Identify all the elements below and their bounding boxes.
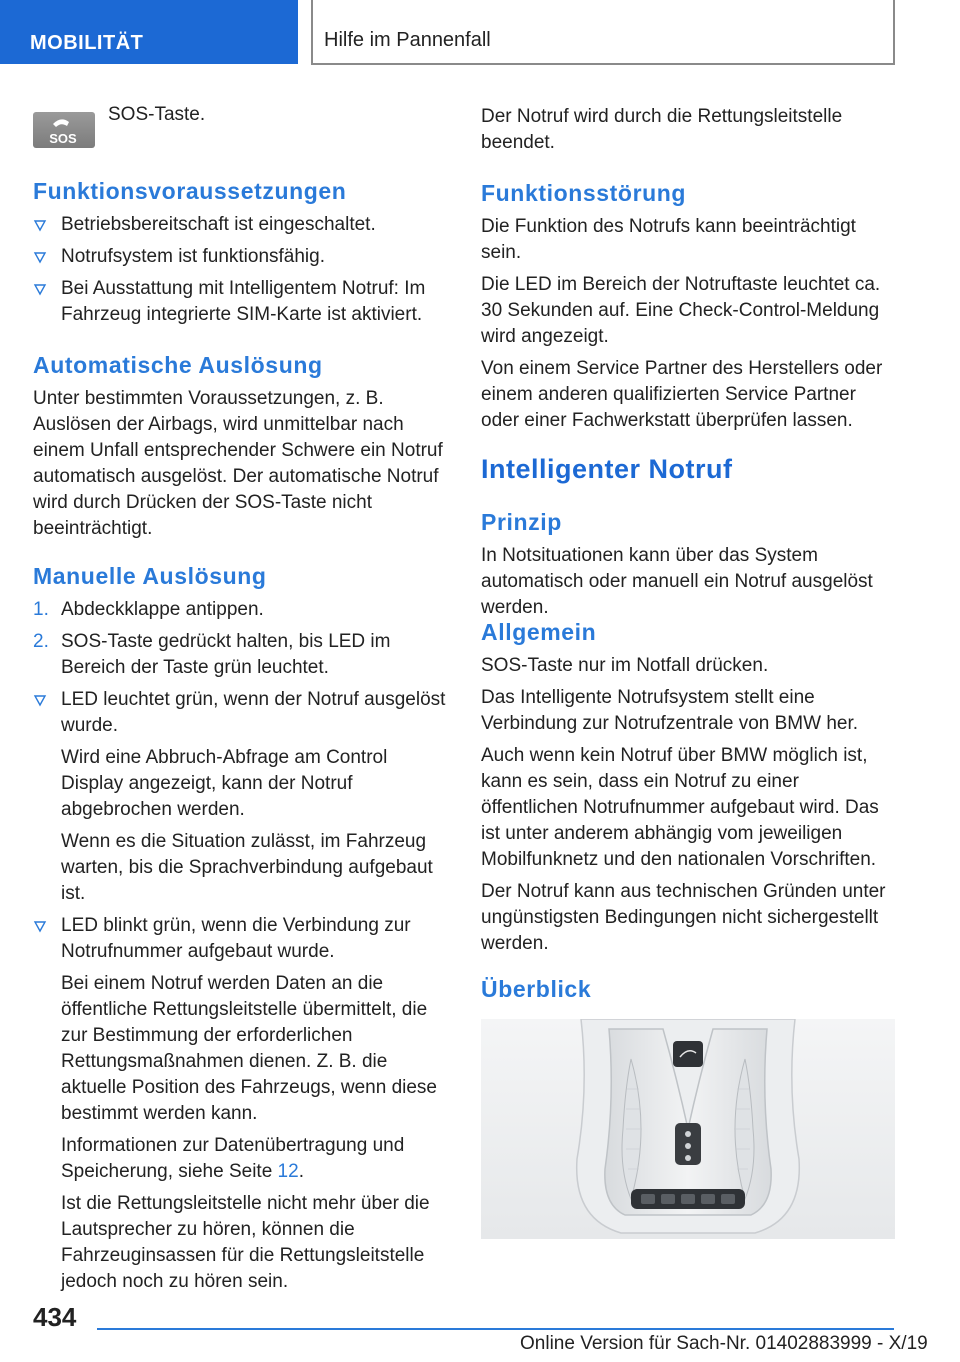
triangle-bullet-icon [33, 919, 47, 933]
list-item-text: Bei Ausstattung mit Intelligentem Notruf: Im Fahrzeug integrierte SIM-Karte ist aktiviert. [61, 278, 426, 325]
heading-allgemein: Allgemein [481, 619, 597, 645]
requirements-list-block [33, 212, 448, 334]
step-item [33, 597, 448, 623]
heading-prinzip: Prinzip [481, 509, 562, 535]
section-tab [0, 0, 298, 64]
page-reference-link[interactable]: 12 [277, 1161, 299, 1182]
list-item-text: Betriebsbereitschaft ist eingeschaltet. [61, 214, 376, 235]
paragraph: Die LED im Bereich der Notruftaste leuchtet ca. 30 Sekunden auf. Eine Check-Control-Meldung wird angezeigt. [481, 274, 881, 347]
list-item-subtext [61, 1133, 448, 1185]
list-item-text: Notrufsystem ist funktionsfähig. [61, 246, 325, 267]
list-item [33, 913, 448, 1295]
list-item-text: LED leuchtet grün, wenn der Notruf ausgelöst wurde. [61, 689, 446, 736]
automatische-text: Unter bestimmten Voraussetzungen, z. B. Auslösen der Airbags, wird unmittelbar nach einem Unfall entsprechender Schwere ein Notruf automatisch ausgelöst. Der automatische Notruf wird durch Drücken der SOS-Taste nicht beeinträchtigt. [33, 388, 443, 539]
reference-suffix: . [298, 1161, 304, 1182]
step-text: Abdeckklappe antippen. [61, 599, 264, 620]
heading-automatische-ausloesung: Automatische Auslösung [33, 352, 323, 378]
list-item [33, 687, 448, 907]
paragraph: Von einem Service Partner des Herstellers oder einem anderen qualifizierten Service Partner oder einer Fachwerkstatt überprüfen lassen. [481, 358, 883, 431]
roof-console-image [481, 1019, 895, 1239]
heading-manuelle-ausloesung: Manuelle Auslösung [33, 563, 267, 589]
paragraph: Auch wenn kein Notruf über BMW möglich ist, kann es sein, dass ein Notruf zu einer öffentlichen Notrufnummer aufgebaut wird. Das ist unter anderem abhängig vom jeweiligen Mobilfunknetz und den nationalen Vorschriften. [481, 745, 879, 870]
header-divider-right [893, 0, 895, 64]
header-divider-left [311, 0, 313, 64]
steps-list [33, 597, 448, 681]
list-item-subtext: Wird eine Abbruch-Abfrage am Control Display angezeigt, kann der Notruf abgebrochen werden. [61, 747, 388, 820]
footer-rule [97, 1328, 894, 1330]
list-item-subtext: Ist die Rettungsleitstelle nicht mehr über die Lautsprecher zu hören, können die Fahrzeuginsassen für die Rettungsleitstelle jedoch noch zu hören sein. [61, 1193, 430, 1292]
page-number: 434 [33, 1302, 77, 1332]
notruf-end-text: Der Notruf wird durch die Rettungsleitstelle beendet. [481, 106, 843, 153]
paragraph: Das Intelligente Notrufsystem stellt eine Verbindung zur Notrufzentrale von BMW her. [481, 687, 859, 734]
sos-icon-label: SOS [49, 131, 77, 146]
allgemein-block [481, 653, 899, 963]
list-item-subtext: Bei einem Notruf werden Daten an die öffentliche Rettungsleitstelle übermittelt, die zur Bestimmung der erforderlichen Rettungsmaßnahmen dienen. Z. B. die aktuelle Position des Fahrzeugs, wenn diese bestimmt werden kann. [61, 973, 438, 1124]
triangle-bullet-icon [33, 282, 47, 296]
step-number: 2. [33, 631, 49, 652]
led-status-list [33, 687, 448, 1295]
page-title: Hilfe im Pannenfall [324, 29, 491, 51]
list-item-subtext: Wenn es die Situation zulässt, im Fahrzeug warten, bis die Sprachverbindung aufgebaut ist. [61, 831, 433, 904]
stoerung-block [481, 214, 891, 440]
heading-intelligenter-notruf: Intelligenter Notruf [481, 454, 733, 484]
paragraph: SOS-Taste nur im Notfall drücken. [481, 655, 769, 676]
reference-text: Informationen zur Datenübertragung und Speicherung, siehe Seite [61, 1135, 405, 1182]
requirements-list [33, 212, 448, 328]
sos-button-icon [33, 112, 95, 148]
step-text: SOS-Taste gedrückt halten, bis LED im Bereich der Taste grün leuchtet. [61, 631, 391, 678]
triangle-bullet-icon [33, 693, 47, 707]
header-underline [311, 63, 895, 65]
list-item-text: LED blinkt grün, wenn die Verbindung zur Notrufnummer aufgebaut wurde. [61, 915, 411, 962]
triangle-bullet-icon [33, 218, 47, 232]
heading-ueberblick: Überblick [481, 976, 592, 1002]
paragraph: Der Notruf kann aus technischen Gründen unter ungünstigsten Bedingungen nicht sichergestellt werden. [481, 881, 886, 954]
heading-funktionsstoerung: Funktionsstörung [481, 180, 687, 206]
prinzip-text: In Notsituationen kann über das System automatisch oder manuell ein Notruf ausgelöst werden. [481, 545, 873, 618]
sos-caption: SOS-Taste. [108, 104, 206, 125]
list-item [33, 276, 448, 328]
section-label: MOBILITÄT [30, 32, 144, 54]
paragraph: Die Funktion des Notrufs kann beeinträchtigt sein. [481, 216, 856, 263]
step-item [33, 629, 448, 681]
triangle-bullet-icon [33, 250, 47, 264]
list-item [33, 244, 448, 270]
heading-funktionsvoraussetzungen: Funktionsvoraussetzungen [33, 178, 347, 204]
list-item [33, 212, 448, 238]
step-number: 1. [33, 599, 49, 620]
footer-version-text: Online Version für Sach-Nr. 01402883999 - X/19 [520, 1333, 928, 1354]
manuelle-block [33, 597, 448, 1301]
